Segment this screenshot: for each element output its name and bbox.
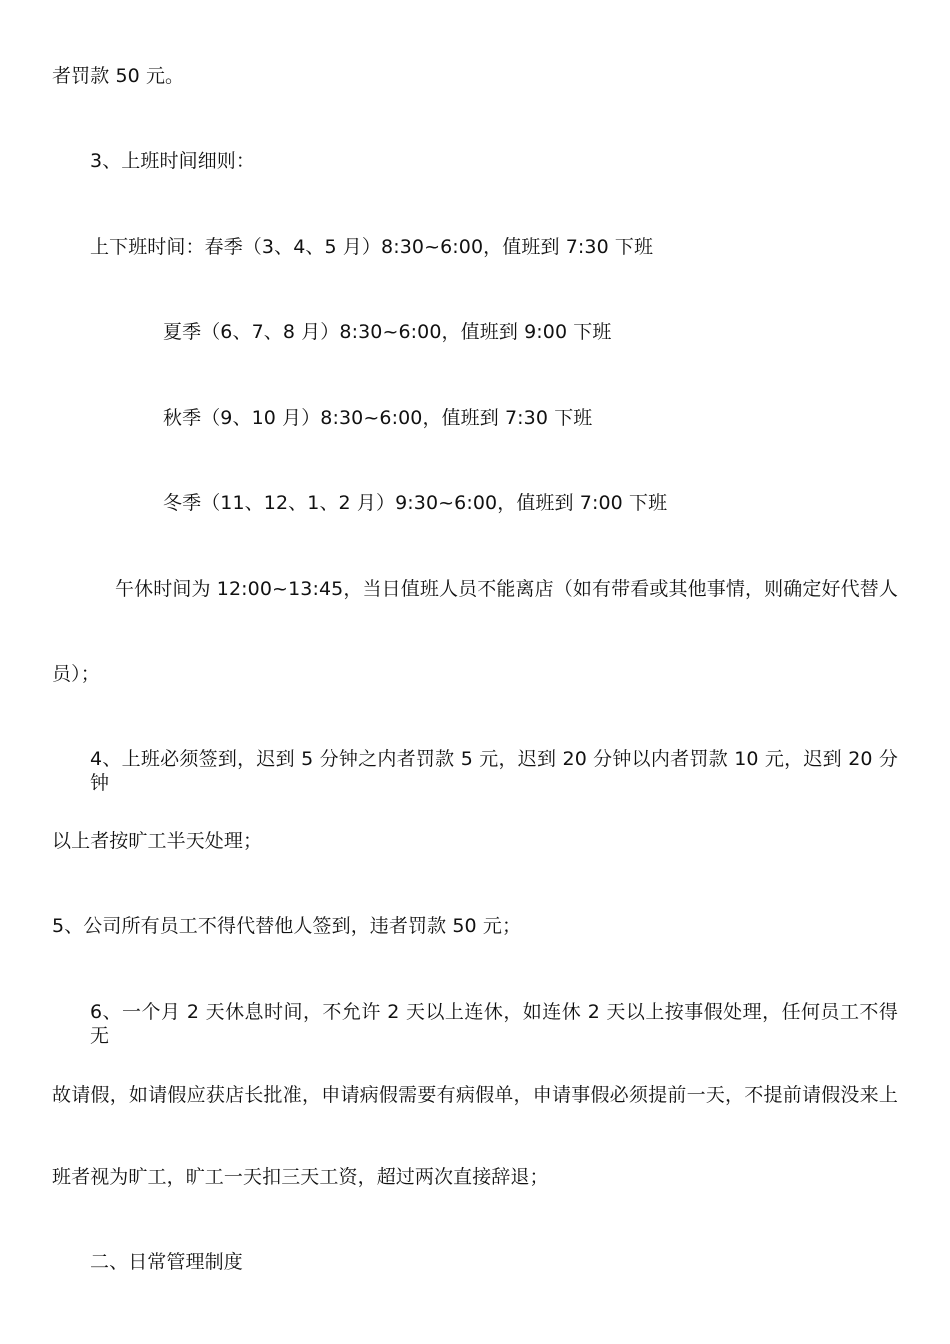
- rule-6-line-1: 6、一个月 2 天休息时间，不允许 2 天以上连休，如连休 2 天以上按事假处理，任何员工不得无: [90, 1001, 898, 1047]
- section-3-heading: 3、上班时间细则：: [90, 150, 255, 172]
- lunch-break-paragraph-line-2: 员）；: [52, 663, 100, 685]
- schedule-autumn: 秋季（9、10 月）8:30~6:00，值班到 7:30 下班: [163, 407, 593, 429]
- rule-5: 5、公司所有员工不得代替他人签到，违者罚款 50 元；: [52, 915, 522, 937]
- text-line-continuation: 者罚款 50 元。: [52, 65, 185, 87]
- schedule-winter: 冬季（11、12、1、2 月）9:30~6:00，值班到 7:00 下班: [163, 492, 668, 514]
- lunch-break-paragraph-line-1: 午休时间为 12:00~13:45，当日值班人员不能离店（如有带看或其他事情，则确定好代替人: [115, 578, 898, 600]
- rule-4-line-1: 4、上班必须签到，迟到 5 分钟之内者罚款 5 元，迟到 20 分钟以内者罚款 10 元，迟到 20 分钟: [90, 748, 898, 794]
- rule-6-line-2: 故请假，如请假应获店长批准，申请病假需要有病假单，申请事假必须提前一天，不提前请假没来上: [52, 1084, 898, 1106]
- schedule-summer: 夏季（6、7、8 月）8:30~6:00，值班到 9:00 下班: [163, 321, 612, 343]
- rule-6-line-3: 班者视为旷工，旷工一天扣三天工资，超过两次直接辞退；: [52, 1166, 549, 1188]
- rule-4-line-2: 以上者按旷工半天处理；: [52, 830, 263, 852]
- section-2-heading: 二、日常管理制度: [90, 1251, 243, 1273]
- schedule-spring: 上下班时间：春季（3、4、5 月）8:30~6:00，值班到 7:30 下班: [90, 236, 654, 258]
